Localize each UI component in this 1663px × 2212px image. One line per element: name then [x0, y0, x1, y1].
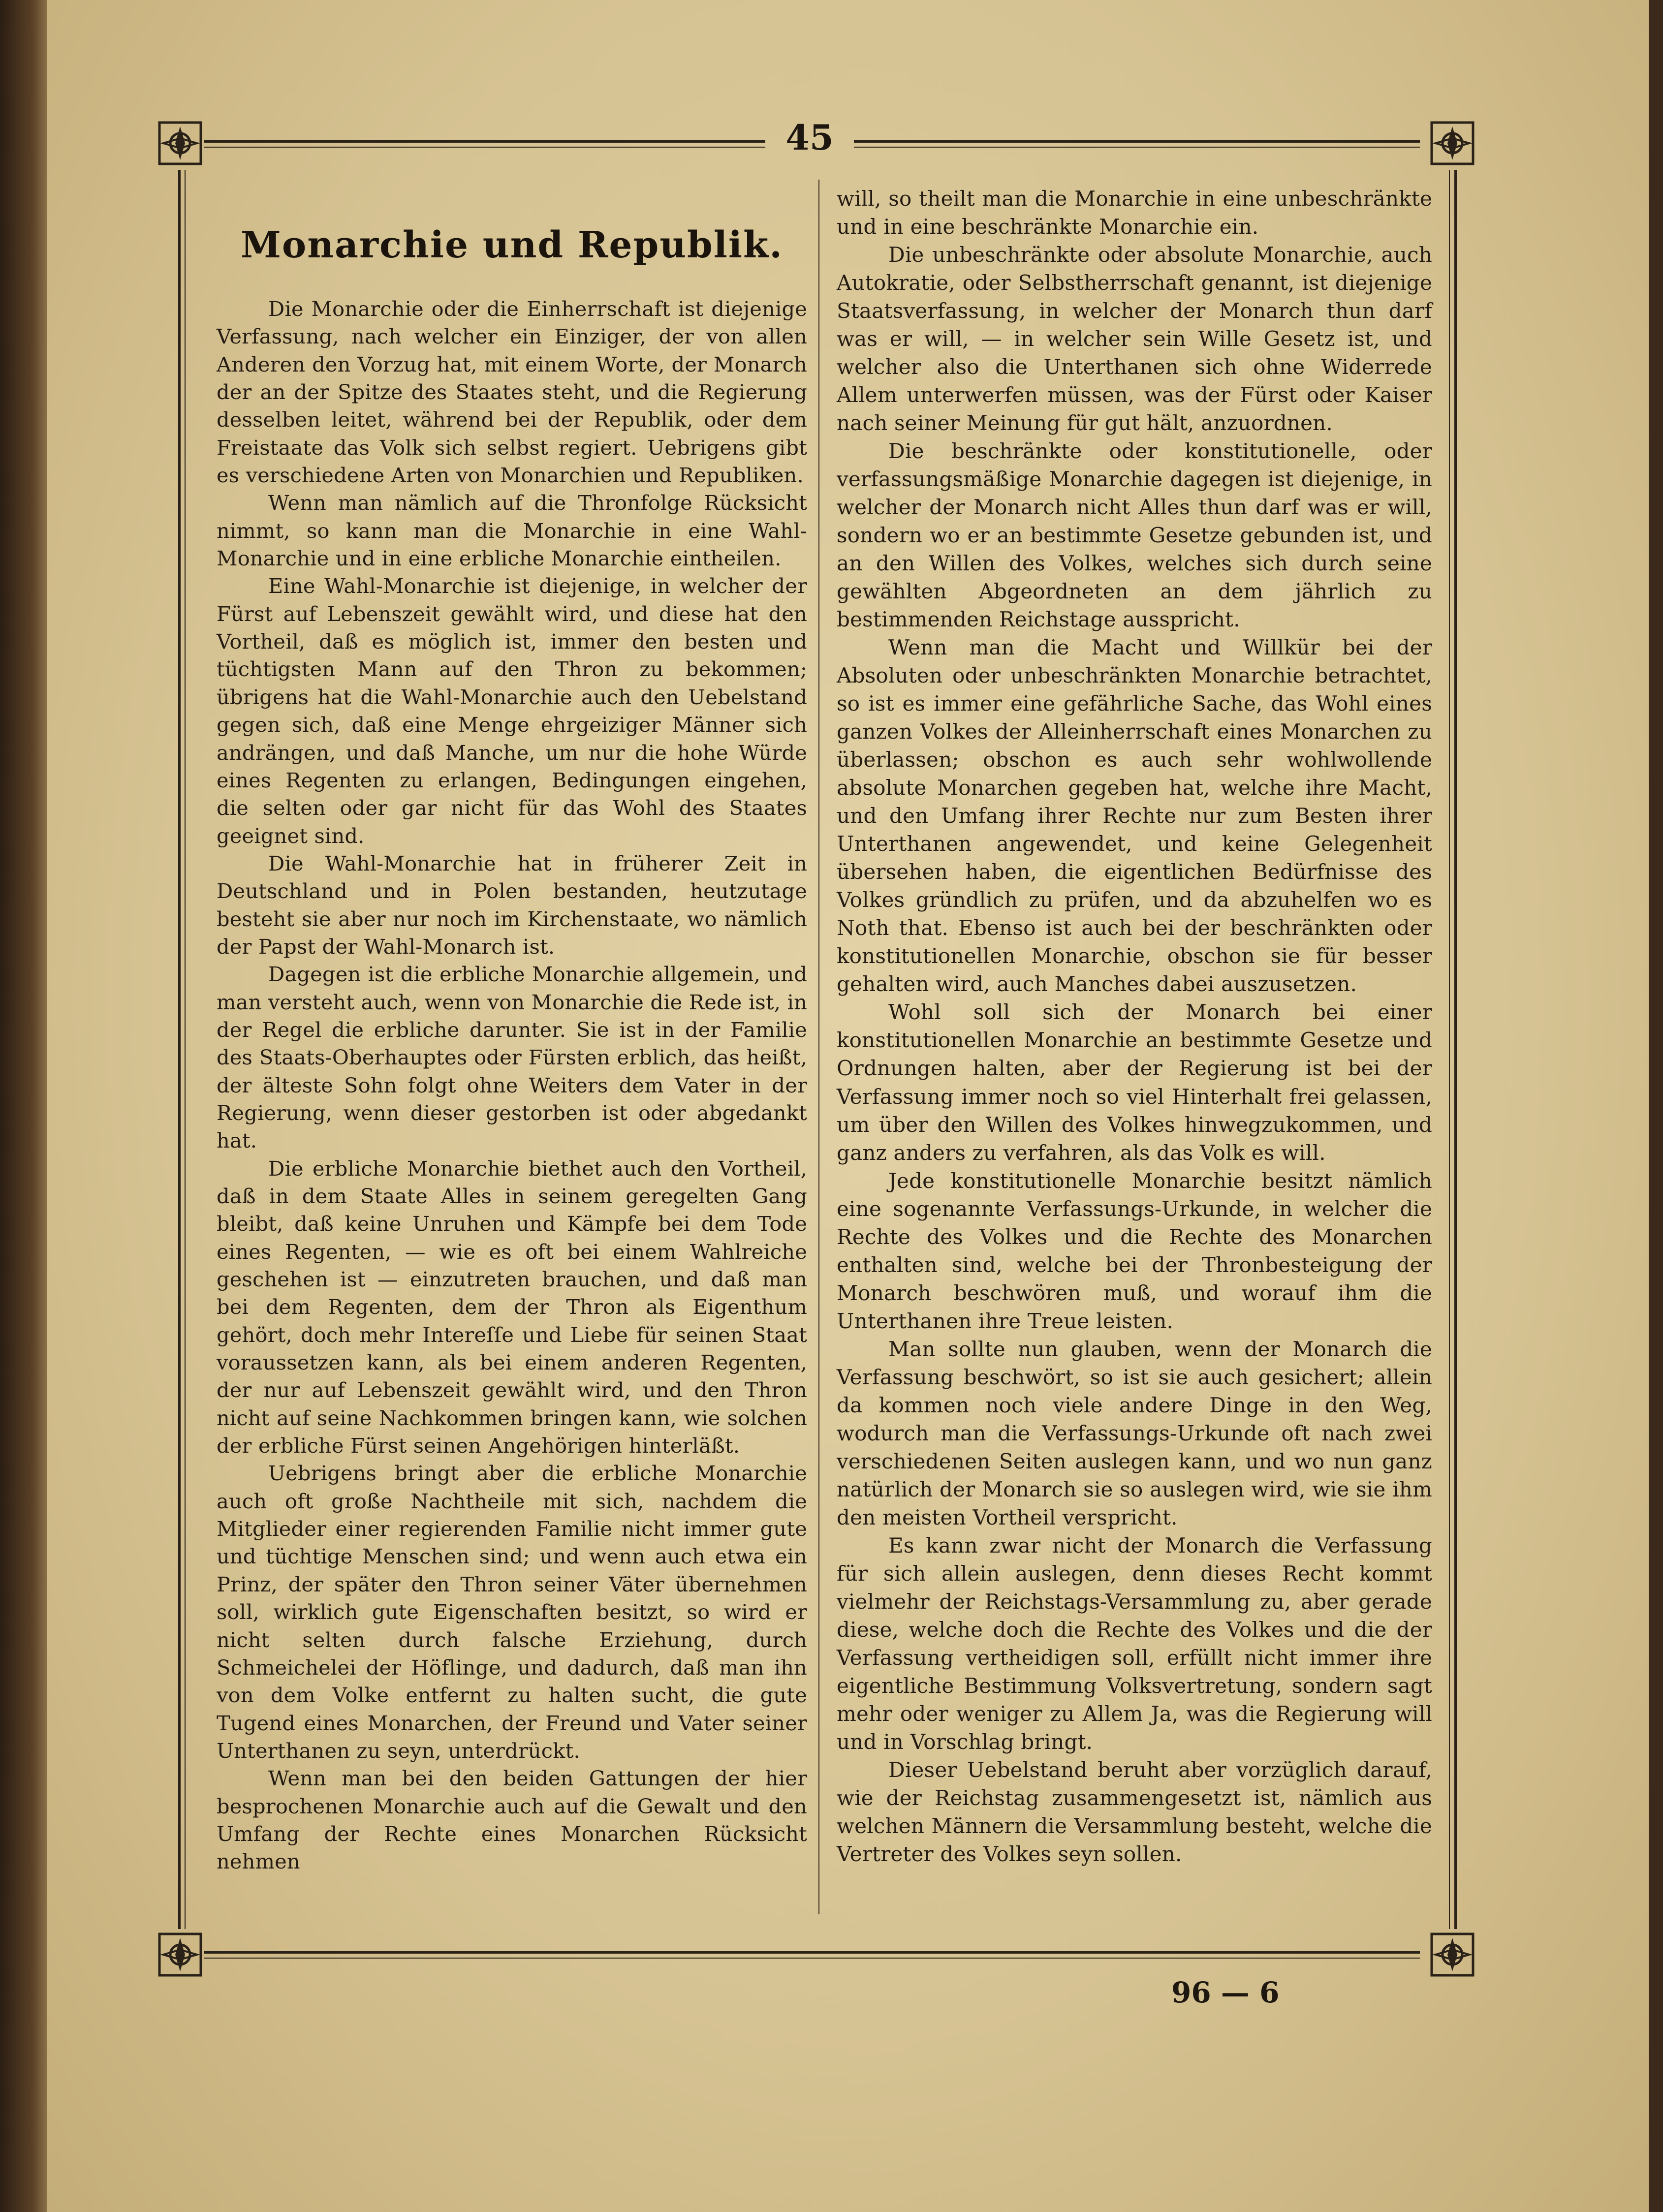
right-rule-thin — [1449, 170, 1450, 1929]
paragraph: Die beschränkte oder konstitutionelle, oder verfassungsmäßige Monarchie dagegen ist diejenige, in welcher der Monarch nicht Alles thun darf was er will, sondern wo er an bestimmte Gesetze gebunden ist, und an den Willen des Volkes, welches sich durch seine gewählten Abgeordneten an dem jährlich zu bestimmenden Reichstage ausspricht. — [837, 439, 1432, 632]
corner-ornament-icon — [1429, 1931, 1476, 1978]
right-rule — [1454, 170, 1457, 1929]
paragraph: Die unbeschränkte oder absolute Monarchie, auch Autokratie, oder Selbstherrschaft genannt, ist diejenige Staatsverfassung, in welcher der Monarch thun darf was er will, — in welcher sein Wille Gesetz ist, und welcher also die Unterthanen sich ohne Widerrede Allem unterwerfen müssen, was der Fürst oder Kaiser nach seiner Meinung für gut hält, anzuordnen. — [837, 243, 1432, 436]
article-title: Monarchie und Republik. — [240, 224, 784, 266]
right-column — [837, 185, 1432, 1868]
corner-ornament-icon — [157, 120, 204, 167]
paragraph: will, so theilt man die Monarchie in eine unbeschränkte und in eine beschränkte Monarchie ein. — [837, 187, 1432, 239]
left-rule — [178, 170, 181, 1929]
bottom-rule-thin — [204, 1958, 1420, 1959]
paragraph: Wenn man die Macht und Willkür bei der Absoluten oder unbeschränkten Monarchie betrachtet, so ist es immer eine gefährliche Sache, das Wohl eines ganzen Volkes der Alleinherrschaft eines Monarchen zu überlassen; obschon es auch sehr wohlwollende absolute Monarchen gegeben hat, welche ihre Macht, und den Umfang ihrer Rechte nur zum Besten ihrer Unterthanen angewendet, und keine Gelegenheit übersehen haben, die eigentlichen Bedürfnisse des Volkes gründlich zu prüfen, und da abzuhelfen wo es Noth that. Ebenso ist auch bei der beschränkten oder konstitutionellen Monarchie, obschon sie für besser gehalten wird, auch Manches dabei auszusetzen. — [837, 635, 1432, 997]
paragraph: Wenn man bei den beiden Gattungen der hier besprochenen Monarchie auch auf die Gewalt und den Umfang der Rechte eines Monarchen Rücksicht nehmen — [217, 1766, 807, 1874]
paragraph: Es kann zwar nicht der Monarch die Verfassung für sich allein auslegen, denn dieses Recht kommt vielmehr der Reichstags-Versammlung zu, aber gerade diese, welche doch die Rechte des Volkes und die der Verfassung vertheidigen soll, erfüllt nicht immer ihre eigentliche Bestimmung Volksvertretung, sondern sagt mehr oder weniger zu Allem Ja, was die Regierung will und in Vorschlag bringt. — [837, 1533, 1432, 1754]
left-column — [217, 295, 807, 1876]
corner-ornament-icon — [157, 1931, 204, 1978]
paragraph: Man sollte nun glauben, wenn der Monarch die Verfassung beschwört, so ist sie auch gesichert; allein da kommen noch viele andere Dinge in den Weg, wodurch man die Verfassungs-Urkunde oft nach zwei verschiedenen Seiten auslegen kann, und wo nun ganz natürlich der Monarch sie so auslegen wird, wie sie ihm den meisten Vortheil verspricht. — [837, 1337, 1432, 1529]
column-divider — [818, 180, 819, 1914]
top-rule-left — [204, 140, 765, 143]
paragraph: Uebrigens bringt aber die erbliche Monarchie auch oft große Nachtheile mit sich, nachdem die Mitglieder einer regierenden Familie nicht immer gute und tüchtige Menschen sind; und wenn auch etwa ein Prinz, der später den Thron seiner Väter übernehmen soll, wirklich gute Eigenschaften besitzt, so wird er nicht selten durch falsche Erziehung, durch Schmeichelei der Höflinge, und dadurch, daß man ihn von dem Volke entfernt zu halten sucht, die gute Tugend eines Monarchen, der Freund und Vater seiner Unterthanen zu seyn, unterdrückt. — [217, 1461, 807, 1763]
paragraph: Dieser Uebelstand beruht aber vorzüglich darauf, wie der Reichstag zusammengesetzt ist, nämlich aus welchen Männern die Versammlung besteht, welche die Vertreter des Volkes seyn sollen. — [837, 1757, 1432, 1866]
book-spine — [0, 0, 47, 2212]
paragraph: Wohl soll sich der Monarch bei einer konstitutionellen Monarchie an bestimmte Gesetze und Ordnungen halten, aber der Regierung ist bei der Verfassung immer noch so viel Hinterhalt frei gelassen, um über den Willen des Volkes hinwegzukommen, und ganz anders zu verfahren, als das Volk es will. — [837, 1000, 1432, 1165]
paragraph: Dagegen ist die erbliche Monarchie allgemein, und man versteht auch, wenn von Monarchie die Rede ist, in der Regel die erbliche darunter. Sie ist in der Familie des Staats-Oberhauptes oder Fürsten erblich, das heißt, der älteste Sohn folgt ohne Weiters dem Vater in der Regierung, wenn dieser gestorben ist oder abgedankt hat. — [217, 962, 807, 1153]
paragraph: Die erbliche Monarchie biethet auch den Vortheil, daß in dem Staate Alles in seinem geregelten Gang bleibt, daß keine Unruhen und Kämpfe bei dem Tode eines Regenten, — wie es oft bei einem Wahlreiche geschehen ist — einzutreten brauchen, und daß man bei dem Regenten, dem der Thron als Eigenthum gehört, doch mehr Intereſſe und Liebe für seinen Staat voraussetzen kann, als bei einem anderen Regenten, der nur auf Lebenszeit gewählt wird, und den Thron nicht auf seine Nachkommen bringen kann, wie solchen der erbliche Fürst seinen Angehörigen hinterläßt. — [217, 1156, 807, 1458]
page-number: 45 — [785, 117, 834, 158]
paragraph: Jede konstitutionelle Monarchie besitzt nämlich eine sogenannte Verfassungs-Urkunde, in welcher die Rechte des Volkes und die Rechte des Monarchen enthalten sind, welche bei der Thronbesteigung der Monarch beschwören muß, und worauf ihm die Unterthanen ihre Treue leisten. — [837, 1168, 1432, 1333]
bottom-rule — [204, 1951, 1420, 1954]
top-rule-right-thin — [854, 147, 1420, 148]
paragraph: Eine Wahl-Monarchie ist diejenige, in welcher der Fürst auf Lebenszeit gewählt wird, und diese hat den Vortheil, daß es möglich ist, immer den besten und tüchtigsten Mann auf den Thron zu bekommen; übrigens hat die Wahl-Monarchie auch den Uebelstand gegen sich, daß eine Menge ehrgeiziger Männer sich andrängen, und daß Manche, um nur die hohe Würde eines Regenten zu erlangen, Bedingungen eingehen, die selten oder gar nicht für das Wohl des Staates geeignet sind. — [217, 574, 807, 848]
paragraph: Wenn man nämlich auf die Thronfolge Rücksicht nimmt, so kann man die Monarchie in eine Wahl-Monarchie und in eine erbliche Monarchie eintheilen. — [217, 491, 807, 571]
printer-signature: 96 — 6 — [1171, 1976, 1280, 2009]
paragraph: Die Monarchie oder die Einherrschaft ist diejenige Verfassung, nach welcher ein Einziger, der von allen Anderen den Vorzug hat, mit einem Worte, der Monarch der an der Spitze des Staates steht, und die Regierung desselben leitet, während bei der Republik, oder dem Freistaate das Volk sich selbst regiert. Uebrigens gibt es verschiedene Arten von Monarchien und Republiken. — [217, 297, 807, 488]
top-rule-left-thin — [204, 147, 765, 148]
top-rule-right — [854, 140, 1420, 143]
corner-ornament-icon — [1429, 120, 1476, 167]
paragraph: Die Wahl-Monarchie hat in früherer Zeit in Deutschland und in Polen bestanden, heutzutage besteht sie aber nur noch im Kirchenstaate, wo nämlich der Papst der Wahl-Monarch ist. — [217, 851, 807, 959]
left-rule-thin — [185, 170, 186, 1929]
